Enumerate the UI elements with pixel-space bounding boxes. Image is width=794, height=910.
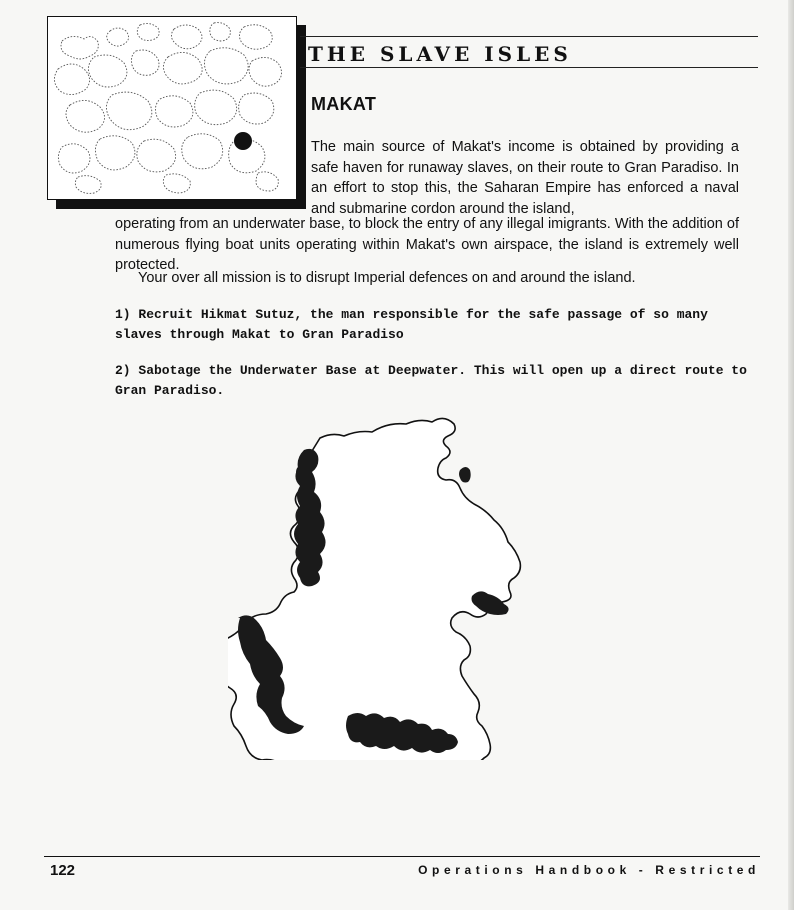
- inset-island: [182, 134, 223, 169]
- archipelago-drawing: [48, 17, 296, 199]
- intro-paragraph-top: The main source of Makat's income is obtained by providing a safe haven for runaway slaves, on their route to Gran Paradiso. In an effort to stop this, the Saharan Empire has enforced a naval and submarine cordon around the island,: [311, 139, 739, 217]
- footer-rule: [44, 856, 760, 857]
- title-rule-top: [300, 36, 758, 37]
- inset-island: [106, 92, 151, 130]
- mission-summary: Your over all mission is to disrupt Imperial defences on and around the island.: [138, 270, 636, 286]
- inset-island: [239, 93, 274, 124]
- inset-island: [66, 100, 105, 132]
- cordon-patch-northeast: [459, 467, 471, 483]
- inset-island: [171, 25, 202, 49]
- makat-location-marker: [234, 132, 252, 150]
- inset-island: [75, 176, 101, 194]
- inset-island: [163, 52, 202, 83]
- inset-island: [249, 57, 282, 86]
- inset-island: [256, 172, 278, 191]
- inset-island: [163, 174, 190, 193]
- scan-edge: [788, 0, 794, 910]
- page-number: 122: [50, 862, 76, 879]
- footer-title: Operations Handbook - Restricted: [418, 863, 760, 877]
- inset-island: [58, 144, 90, 173]
- inset-island: [95, 136, 134, 170]
- inset-island: [137, 139, 176, 172]
- objective-1: 1) Recruit Hikmat Sutuz, the man responsible for the safe passage of so many slaves through Makat to Gran Paradiso: [115, 307, 708, 342]
- objective-2: 2) Sabotage the Underwater Base at Deepwater. This will open up a direct route to Gran Paradiso.: [115, 363, 747, 398]
- makat-island-map: [228, 410, 568, 760]
- inset-island: [137, 24, 159, 41]
- inset-island: [107, 28, 129, 46]
- chapter-title: THE SLAVE ISLES: [308, 42, 572, 66]
- inset-island: [88, 55, 126, 87]
- inset-island: [132, 50, 160, 75]
- intro-paragraph-continued: operating from an underwater base, to block the entry of any illegal imigrants. With the addition of numerous flying boat units operating within Makat's own airspace, the island is extremely well protected.: [115, 216, 739, 273]
- inset-island: [61, 36, 98, 59]
- inset-island: [54, 64, 89, 95]
- section-heading: MAKAT: [311, 94, 377, 114]
- inset-island: [195, 90, 237, 125]
- region-inset-map: [47, 16, 297, 200]
- title-rule-bottom: [300, 67, 758, 68]
- inset-island: [210, 23, 231, 41]
- inset-island: [239, 25, 272, 50]
- inset-island: [155, 96, 192, 127]
- inset-island: [204, 48, 248, 84]
